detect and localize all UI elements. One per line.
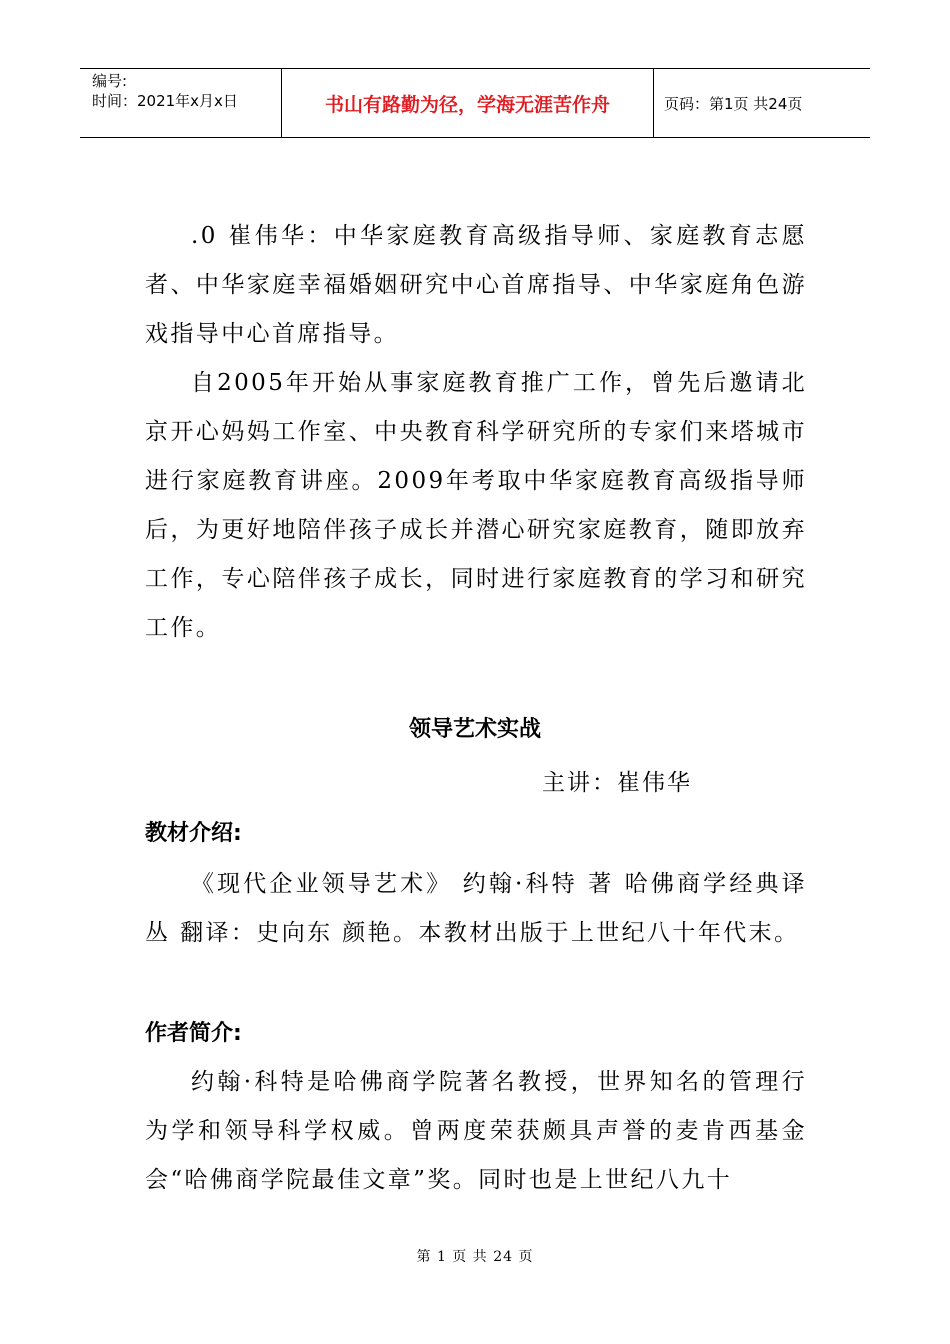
header-page-info: 页码：第1页 共24页 — [664, 94, 803, 113]
lecture-speaker: 主讲：崔伟华 — [542, 770, 692, 796]
document-number-label: 编号: — [92, 72, 128, 90]
page-footer: 第 1 页 共 24 页 — [416, 1249, 534, 1265]
bio-section — [145, 212, 807, 653]
author-section — [145, 1058, 807, 1205]
author-heading: 作者简介: — [145, 1021, 242, 1046]
author-paragraph: 约翰·科特是哈佛商学院著名教授，世界知名的管理行为学和领导科学权威。曾两度荣获颇具声誉的麦肯西基金会“哈佛商学院最佳文章”奖。同时也是上世纪八九十 — [145, 1069, 807, 1193]
header-meta — [80, 69, 282, 137]
header-table — [80, 68, 870, 138]
bio-paragraph-1: .0 崔伟华：中华家庭教育高级指导师、家庭教育志愿者、中华家庭幸福婚姻研究中心首席指导、中华家庭角色游戏指导中心首席指导。 — [145, 223, 807, 347]
document-time-label: 时间：2021年x月x日 — [92, 92, 238, 110]
textbook-paragraph: 《现代企业领导艺术》 约翰·科特 著 哈佛商学经典译丛 翻译：史向东 颜艳。本教材出版于上世纪八十年代末。 — [145, 871, 807, 946]
textbook-section — [145, 860, 807, 958]
header-motto: 书山有路勤为径，学海无涯苦作舟 — [282, 69, 654, 137]
textbook-heading: 教材介绍: — [145, 821, 242, 846]
bio-paragraph-2: 自2005年开始从事家庭教育推广工作，曾先后邀请北京开心妈妈工作室、中央教育科学研究所的专家们来塔城市进行家庭教育讲座。2009年考取中华家庭教育高级指导师后，为更好地陪伴孩子成长并潜心研究家庭教育，随即放弃工作，专心陪伴孩子成长，同时进行家庭教育的学习和研究工作。 — [145, 370, 807, 641]
lecture-title: 领导艺术实战 — [408, 717, 541, 742]
